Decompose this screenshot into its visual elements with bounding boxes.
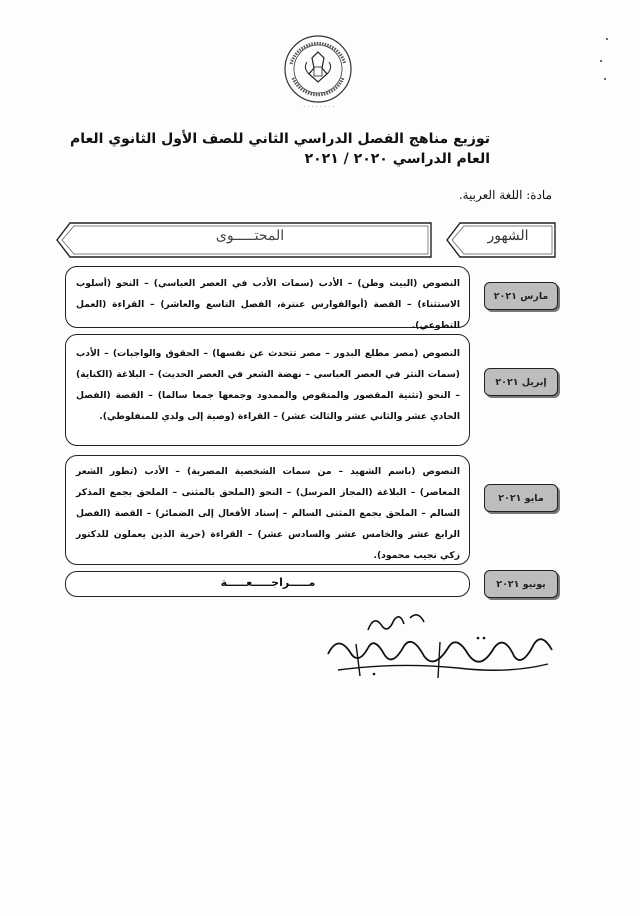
month-tag: مايو ٢٠٢١ [484, 484, 558, 512]
handwritten-signature [308, 604, 568, 684]
months-header-label: الشهور [487, 228, 529, 244]
document-title: توزيع مناهج الفصل الدراسي الثاني للصف الأول الثانوي العام [69, 131, 490, 147]
content-row-text: النصوص (البيت وطن) – الأدب (سمات الأدب في العصر العباسي) – النحو (أسلوب الاستثناء) – القصة (أبوالفوارس عنترة، الفصل التاسع والعاشر) – القراءة (العمل التطوعي). [76, 278, 460, 331]
scan-speck [606, 38, 608, 40]
content-header-label: المحتـــــوى [215, 228, 285, 244]
review-text: مـــــراجـــــعـــــة [220, 576, 316, 589]
academic-year: العام الدراسي ٢٠٢٠ / ٢٠٢١ [304, 151, 490, 167]
month-tag: يونيو ٢٠٢١ [484, 570, 558, 598]
ministry-seal-logo [283, 34, 353, 104]
scan-speck [600, 60, 602, 62]
content-row-text: النصوص (باسم الشهيد – من سمات الشخصية المصرية) – الأدب (تطور الشعر المعاصر) – البلاغة (المجاز المرسل) – النحو (الملحق بالمثنى – الملحق بجمع المذكر السالم – الملحق بجمع المثنى السالم – إسناد الأفعال إلى الضمائر) – القصة (الفصل الرابع عشر والخامس عشر والسادس عشر) – القراءة (حرية الذين يعملون للدكتور زكي نجيب محمود). [76, 466, 460, 561]
month-tag: إبريل ٢٠٢١ [484, 368, 558, 396]
content-row-text: النصوص (مصر مطلع البدور – مصر تتحدث عن نفسها) – الحقوق والواجبات) – الأدب (سمات النثر في العصر العباسي – نهضة الشعر في العصر الحديث) – البلاغة (الكناية) – النحو (تثنية المقصور والمنقوص والممدود وجمعها جمعا سالما) – القصة (الفصل الحادي عشر والثاني عشر والثالث عشر) – القراءة (وصية إلى ولدي للمنفلوطي). [76, 348, 460, 422]
subject-label: مادة: اللغة العربية. [458, 188, 552, 202]
seal-caption: · · · · · · · · [303, 104, 335, 110]
month-tag: مارس ٢٠٢١ [484, 282, 558, 310]
scan-speck [604, 78, 606, 80]
